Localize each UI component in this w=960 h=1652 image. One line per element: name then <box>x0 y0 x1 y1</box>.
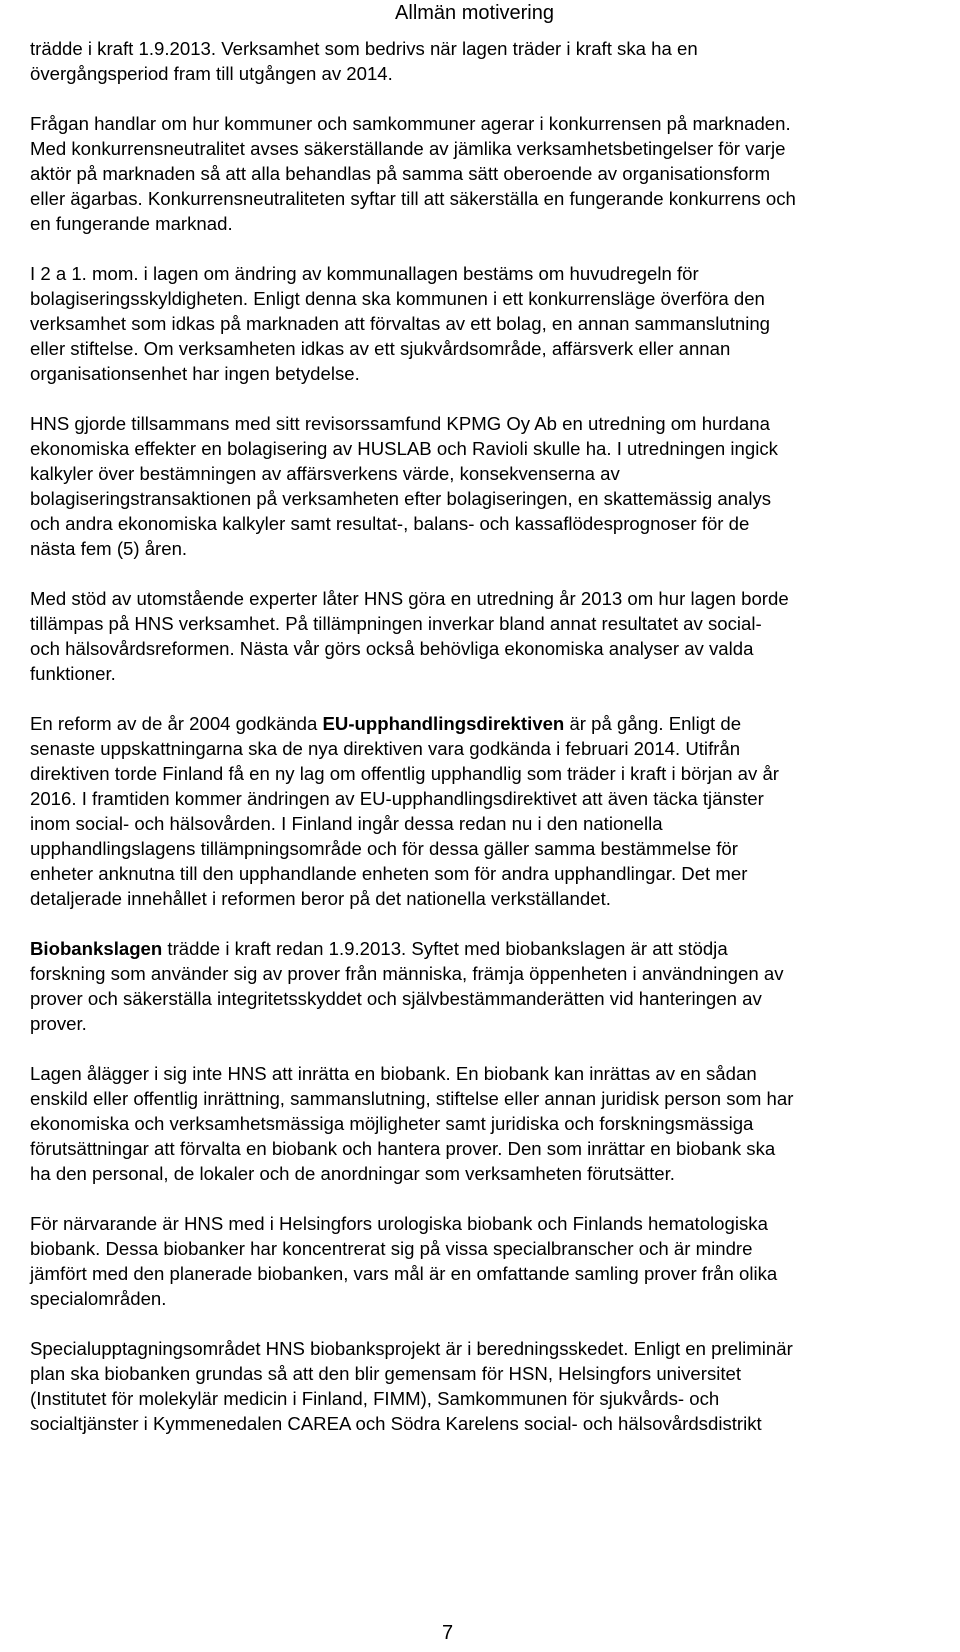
text-line: enskild eller offentlig inrättning, sammanslutning, stiftelse eller annan juridisk person som har <box>30 1088 794 1109</box>
text-line: upphandlingslagens tillämpningsområde och för dessa gäller samma bestämmelse för <box>30 838 738 859</box>
text-line: trädde i kraft 1.9.2013. Verksamhet som bedrivs när lagen träder i kraft ska ha en <box>30 38 698 59</box>
text-line: prover och säkerställa integritetsskyddet och självbestämmanderätten vid hanteringen av <box>30 988 762 1009</box>
page-number: 7 <box>442 1622 454 1644</box>
paragraph-5 <box>30 586 960 686</box>
paragraph-6 <box>30 711 960 911</box>
paragraph-4 <box>30 411 960 561</box>
text-line: aktör på marknaden så att alla behandlas på samma sätt oberoende av organisationsform <box>30 163 771 184</box>
text-line: och hälsovårdsreformen. Nästa vår görs också behövliga ekonomiska analyser av valda <box>30 638 754 659</box>
text-line <box>30 711 960 736</box>
text-line: plan ska biobanken grundas så att den blir gemensam för HSN, Helsingfors universitet <box>30 1363 742 1384</box>
text-line: enheter anknutna till den upphandlande enheten som för andra upphandlingar. Det mer <box>30 863 748 884</box>
paragraph-7 <box>30 936 960 1036</box>
paragraph-1 <box>30 36 960 86</box>
text-line: prover. <box>30 1013 87 1034</box>
text-line <box>30 936 960 961</box>
text-line: detaljerade innehållet i reformen beror på det nationella verkställandet. <box>30 888 611 909</box>
text-line: 2016. I framtiden kommer ändringen av EU-upphandlingsdirektivet att även täcka tjänster <box>30 788 764 809</box>
text-line: förutsättningar att förvalta en biobank och hantera prover. Den som inrättar en biobank ska <box>30 1138 776 1159</box>
paragraph-3 <box>30 261 960 386</box>
text-line: direktiven torde Finland få en ny lag om offentlig upphandlig som träder i kraft i början av år <box>30 763 779 784</box>
text-line: funktioner. <box>30 663 116 684</box>
paragraph-10 <box>30 1336 960 1436</box>
text-line: Med stöd av utomstående experter låter HNS göra en utredning år 2013 om hur lagen borde <box>30 588 789 609</box>
text-line: och andra ekonomiska kalkyler samt resultat-, balans- och kassaflödesprognoser för de <box>30 513 750 534</box>
paragraph-9 <box>30 1211 960 1311</box>
paragraph-2 <box>30 111 960 236</box>
text-line: nästa fem (5) åren. <box>30 538 188 559</box>
text-line: eller ägarbas. Konkurrensneutraliteten syftar till att säkerställa en fungerande konkurrens och <box>30 188 796 209</box>
text-line: ekonomiska och verksamhetsmässiga möjligheter samt juridiska och forskningsmässiga <box>30 1113 754 1134</box>
text-line: För närvarande är HNS med i Helsingfors urologiska biobank och Finlands hematologiska <box>30 1213 768 1234</box>
text-run: trädde i kraft redan 1.9.2013. Syftet med biobankslagen är att stödja <box>162 938 728 959</box>
text-line: bolagiseringstransaktionen på verksamheten efter bolagiseringen, en skattemässig analys <box>30 488 772 509</box>
text-line: Lagen ålägger i sig inte HNS att inrätta en biobank. En biobank kan inrättas av en sådan <box>30 1063 757 1084</box>
text-line: (Institutet för molekylär medicin i Finland, FIMM), Samkommunen för sjukvårds- och <box>30 1388 720 1409</box>
text-line: en fungerande marknad. <box>30 213 233 234</box>
text-line: ha den personal, de lokaler och de anordningar som verksamheten förutsätter. <box>30 1163 675 1184</box>
text-line: jämfört med den planerade biobanken, vars mål är en omfattande samling prover från olika <box>30 1263 778 1284</box>
text-line: specialområden. <box>30 1288 167 1309</box>
text-run: En reform av de år 2004 godkända <box>30 713 323 734</box>
text-line: I 2 a 1. mom. i lagen om ändring av kommunallagen bestäms om huvudregeln för <box>30 263 699 284</box>
text-line: Frågan handlar om hur kommuner och samkommuner agerar i konkurrensen på marknaden. <box>30 113 791 134</box>
text-line: verksamhet som idkas på marknaden att förvaltas av ett bolag, en annan sammanslutning <box>30 313 771 334</box>
text-line: biobank. Dessa biobanker har koncentrerat sig på vissa specialbranscher och är mindre <box>30 1238 753 1259</box>
text-line: eller stiftelse. Om verksamheten idkas av ett sjukvårdsområde, affärsverk eller annan <box>30 338 731 359</box>
page-header: Allmän motivering <box>395 2 554 24</box>
document-body <box>30 36 960 1436</box>
bold-term: Biobankslagen <box>30 938 163 959</box>
text-line: övergångsperiod fram till utgången av 2014. <box>30 63 393 84</box>
text-line: senaste uppskattningarna ska de nya direktiven vara godkända i februari 2014. Utifrån <box>30 738 741 759</box>
paragraph-8 <box>30 1061 960 1186</box>
text-run: är på gång. Enligt de <box>564 713 742 734</box>
text-line: forskning som använder sig av prover från människa, främja öppenheten i användningen av <box>30 963 784 984</box>
text-line: kalkyler över bestämningen av affärsverkens värde, konsekvenserna av <box>30 463 620 484</box>
text-line: organisationsenhet har ingen betydelse. <box>30 363 360 384</box>
text-line: bolagiseringsskyldigheten. Enligt denna ska kommunen i ett konkurrensläge överföra den <box>30 288 765 309</box>
text-line: inom social- och hälsovården. I Finland ingår dessa redan nu i den nationella <box>30 813 663 834</box>
text-line: socialtjänster i Kymmenedalen CAREA och Södra Karelens social- och hälsovårdsdistrikt <box>30 1413 762 1434</box>
text-line: HNS gjorde tillsammans med sitt revisorssamfund KPMG Oy Ab en utredning om hurdana <box>30 413 770 434</box>
text-line: ekonomiska effekter en bolagisering av HUSLAB och Ravioli skulle ha. I utredningen ingick <box>30 438 778 459</box>
text-line: tillämpas på HNS verksamhet. På tillämpningen inverkar bland annat resultatet av social- <box>30 613 762 634</box>
bold-term: EU-upphandlingsdirektiven <box>322 713 565 734</box>
text-line: Specialupptagningsområdet HNS biobanksprojekt är i beredningsskedet. Enligt en preliminär <box>30 1338 793 1359</box>
text-line: Med konkurrensneutralitet avses säkerställande av jämlika verksamhetsbetingelser för varje <box>30 138 786 159</box>
